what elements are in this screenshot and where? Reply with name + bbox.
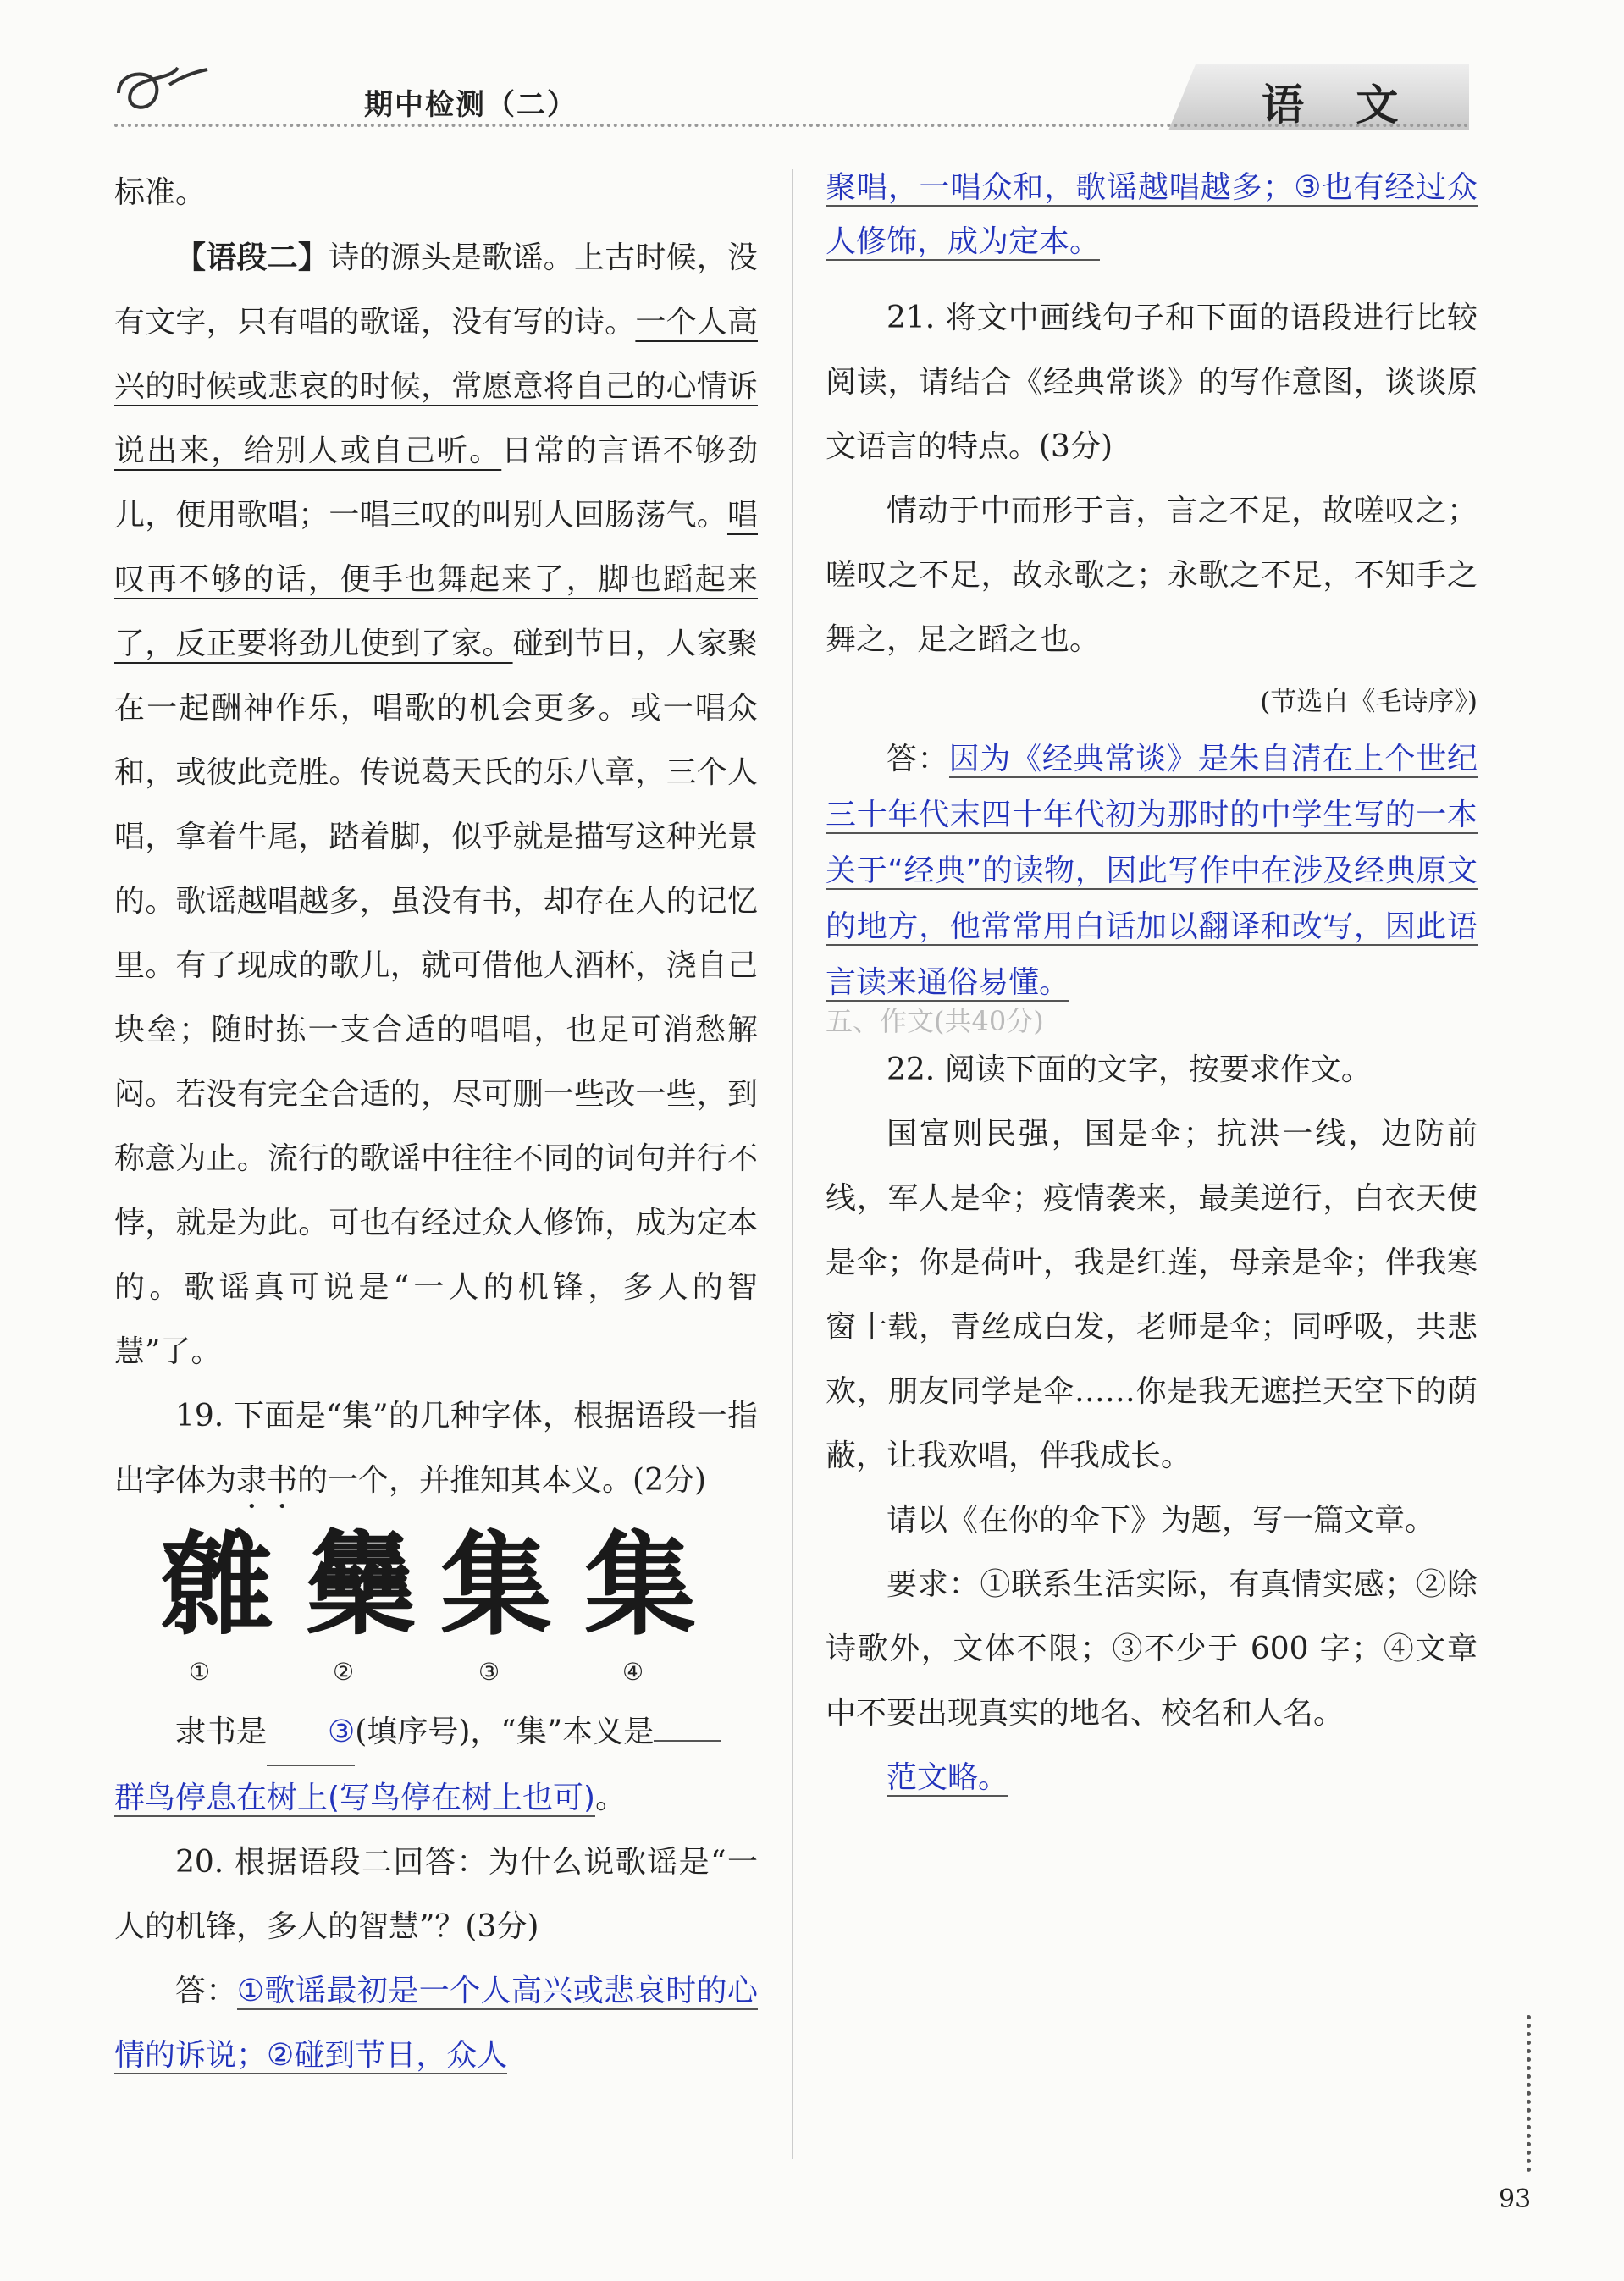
left-column	[114, 161, 758, 2088]
question-22: 22. 阅读下面的文字，按要求作文。	[887, 1052, 1372, 1087]
glyph-number: ①	[189, 1658, 211, 1686]
page-edge-dots	[1527, 2015, 1531, 2172]
page-number: 93	[1499, 2184, 1532, 2214]
underlined-sentence: 唱叹再不够的话，便手也舞起来了，脚也蹈起来了，反正要将劲儿使到了家。	[114, 498, 758, 661]
essay-title-instruction: 请以《在你的伞下》为题，写一篇文章。	[887, 1503, 1436, 1538]
question-22-answer	[826, 1746, 1478, 1810]
paragraph-end: 标准。	[114, 175, 207, 210]
question-19-answer: 隶书是 ③(填序号)，“集”本义是 群鸟停息在树上(写鸟停在树上也可)。	[114, 1700, 758, 1831]
essay-prompt: 国富则民强，国是伞；抗洪一线，边防前线，军人是伞；疫情袭来，最美逆行，白衣天使是伞；你是荷叶，我是红莲，母亲是伞；伴我寒窗十载，青丝成白发，老师是伞；同呼吸，共悲欢，朋友同学是伞……你是我无遮拦天空下的荫蔽，让我欢唱，伴我成长。	[826, 1117, 1478, 1473]
answer-text: 范文略。	[887, 1760, 1009, 1795]
glyph-number: ③	[478, 1658, 500, 1686]
answer-text: 群鸟停息在树上(写鸟停在树上也可)	[114, 1781, 596, 1815]
subject-label: 语 文	[1262, 80, 1417, 130]
glyph-number: ④	[622, 1658, 644, 1686]
passage-two	[114, 225, 758, 1384]
passage-text: 诗的源头是歌谣。上古时候，没有文字，只有唱的歌谣，没有写的诗。	[114, 240, 758, 340]
emphasis-text: 隶书	[236, 1463, 298, 1498]
question-21: 21. 将文中画线句子和下面的语段进行比较阅读，请结合《经典常谈》的写作意图，谈谈原文语言的特点。(3分)	[826, 301, 1478, 464]
glyph-number: ②	[333, 1658, 355, 1686]
passage-text: 日常的言语不够劲儿，便用歌唱；一唱三叹的叫别人回肠荡气。	[114, 434, 758, 533]
passage-label: 【语段二】	[175, 240, 329, 275]
answer-number: ③	[267, 1700, 355, 1766]
glyph: 集	[584, 1520, 696, 1651]
swirl-logo-icon	[110, 59, 212, 119]
answer-text: 因为《经典常谈》是朱自清在上个世纪三十年代末四十年代初为那时的中学生写的一本关于“经典”的读物，因此写作中在涉及经典原文的地方，他常常用白话加以翻译和改写，因此语言读来通俗易懂。	[826, 742, 1478, 1000]
answer-text: ①歌谣最初是一个人高兴或悲哀时的心情的诉说；②碰到节日，众人	[114, 1974, 758, 2073]
underlined-sentence: 一个人高兴的时候或悲哀的时候，常愿意将自己的心情诉说出来，给别人或自己听。	[114, 305, 758, 468]
question-20-answer-cont	[826, 161, 1478, 269]
header-title: 期中检测（二）	[364, 88, 577, 122]
passage-text: 碰到节日，人家聚在一起酬神作乐，唱歌的机会更多。或一唱众和，或彼此竞胜。传说葛天氏的乐八章，三个人唱，拿着牛尾，踏着脚，似乎就是描写这种光景的。歌谣越唱越多，虽没有书，却存在人的记忆里。有了现成的歌儿，就可借他人酒杯，浇自己块垒；随时拣一支合适的唱唱，也足可消愁解闷。若没有完全合适的，尽可删一些改一些，到称意为止。流行的歌谣中往往不同的词句并行不悖，就是为此。可也有经过众人修饰，成为定本的。歌谣真可说是“一人的机锋，多人的智慧”了。	[114, 627, 758, 1369]
calligraphy-glyphs	[114, 1522, 758, 1700]
page-header	[0, 0, 1624, 144]
answer-text: 聚唱，一唱众和，歌谣越唱越多；③也有经过众人修饰，成为定本。	[826, 170, 1478, 259]
column-divider	[792, 169, 793, 2159]
right-column	[826, 161, 1478, 1810]
question-19: 19. 下面是“集”的几种字体，根据语段一指出字体为隶书的一个，并推知其本义。(2分)	[114, 1399, 758, 1498]
question-20: 20. 根据语段二回答：为什么说歌谣是“一人的机锋，多人的智慧”？(3分)	[114, 1845, 758, 1944]
question-20-answer: 答：①歌谣最初是一个人高兴或悲哀时的心情的诉说；②碰到节日，众人	[114, 1974, 758, 2073]
question-21-answer: 答：因为《经典常谈》是朱自清在上个世纪三十年代末四十年代初为那时的中学生写的一本关于“经典”的读物，因此写作中在涉及经典原文的地方，他常常用白话加以翻译和改写，因此语言读来通俗易懂。	[826, 742, 1478, 1000]
header-rule	[114, 124, 1469, 127]
glyph: 雧	[305, 1520, 417, 1651]
source-note: (节选自《毛诗序》)	[1260, 687, 1478, 717]
quoted-passage: 情动于中而形于言，言之不足，故嗟叹之；嗟叹之不足，故永歌之；永歌之不足，不知手之舞之，足之蹈之也。	[826, 494, 1478, 657]
answer-blank	[654, 1740, 721, 1742]
glyph: 集	[440, 1520, 552, 1651]
glyph: 䨅	[161, 1520, 273, 1651]
section-heading: 五、作文(共40分)	[826, 1005, 1044, 1037]
essay-requirements: 要求：①联系生活实际，有真情实感；②除诗歌外，文体不限；③不少于 600 字；④文章中不要出现真实的地名、校名和人名。	[826, 1567, 1478, 1731]
